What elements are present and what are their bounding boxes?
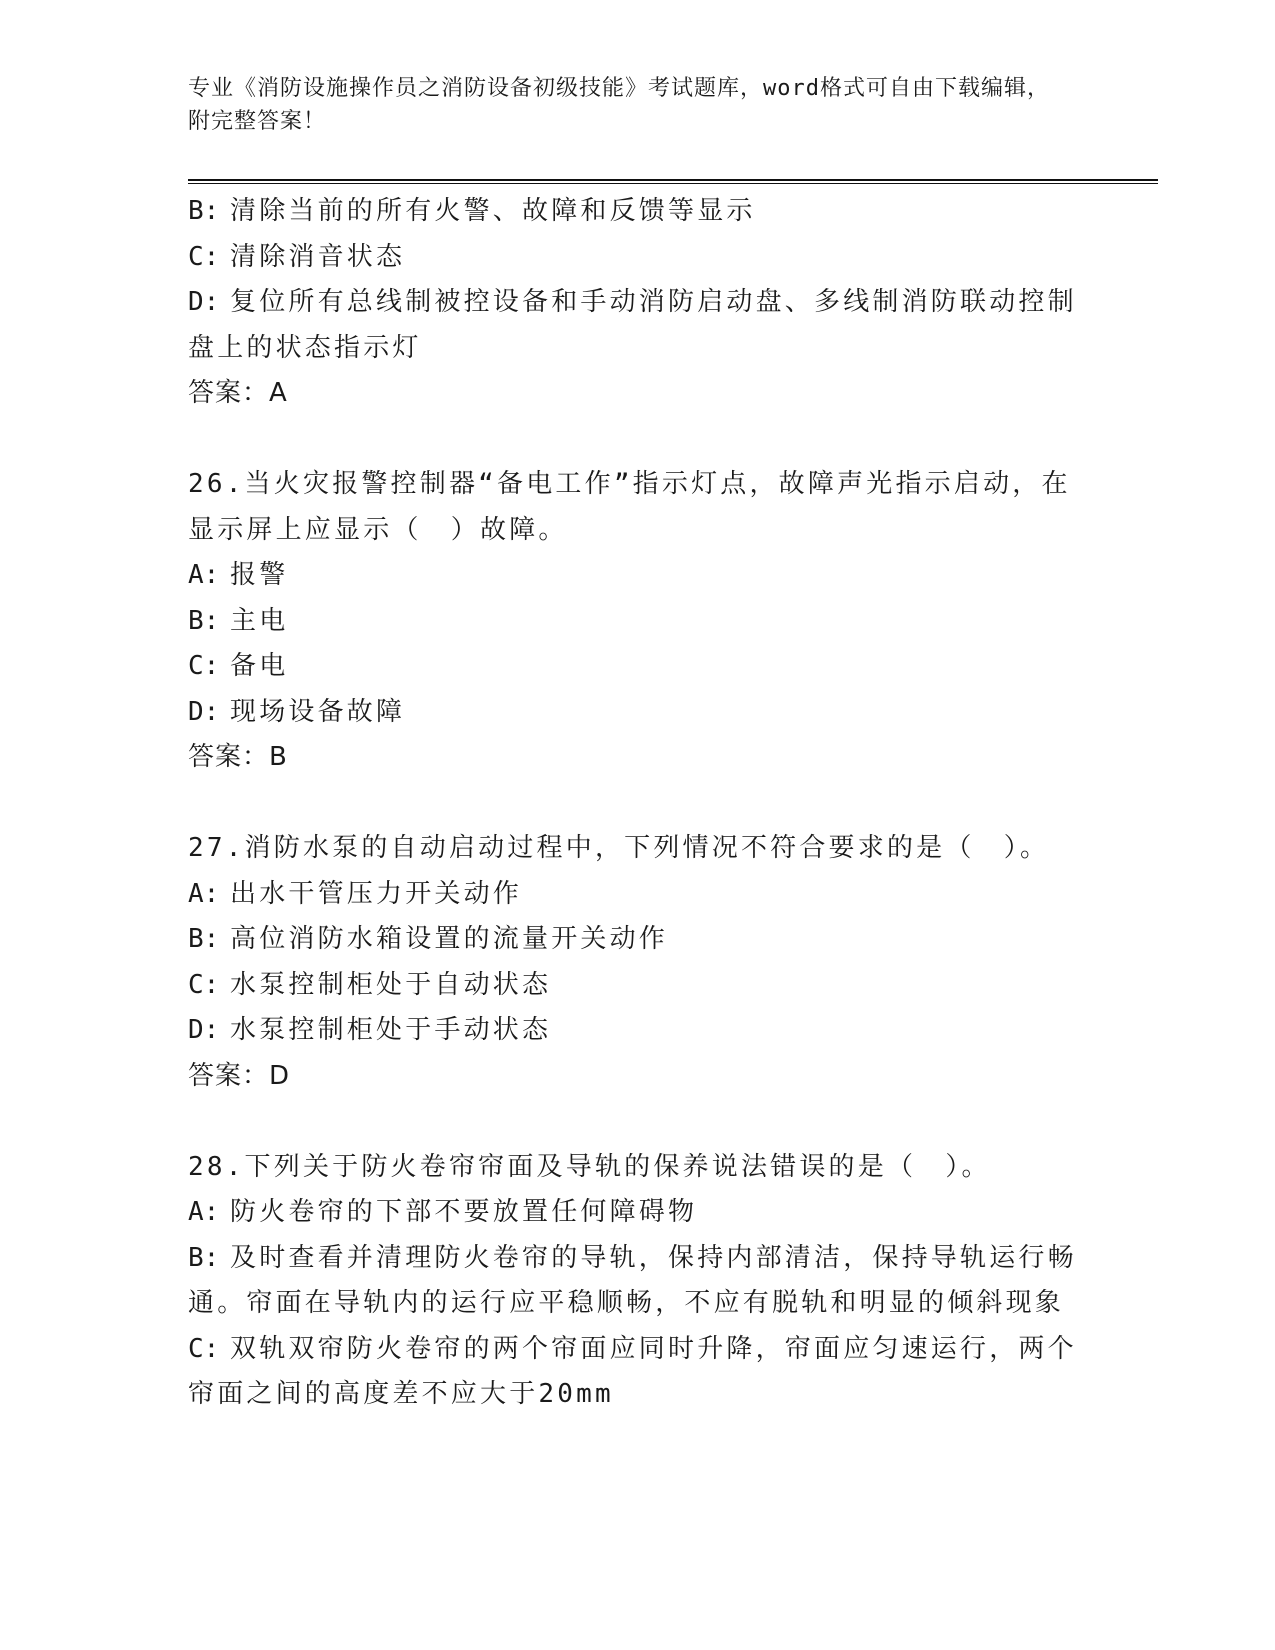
question-stem: 26.当火灾报警控制器“备电工作”指示灯点，故障声光指示启动，在显示屏上应显示（ ）故障。 <box>188 469 1071 545</box>
answer-line: 答案：B <box>188 742 288 772</box>
answer-line: 答案：A <box>188 378 288 408</box>
option-c: C: 备电 <box>188 651 289 681</box>
option-d: D: 复位所有总线制被控设备和手动消防启动盘、多线制消防联动控制盘上的状态指示灯 <box>188 287 1077 363</box>
answer-line: 答案：D <box>188 1060 291 1091</box>
partial-question <box>188 189 1088 417</box>
option-b: B: 及时查看并清理防火卷帘的导轨，保持内部清洁，保持导轨运行畅通。帘面在导轨内的运行应平稳顺畅，不应有脱轨和明显的倾斜现象 <box>188 1242 1077 1318</box>
option-d: D: 现场设备故障 <box>188 696 406 727</box>
question-stem: 28.下列关于防火卷帘帘面及导轨的保养说法错误的是（ ）。 <box>188 1151 991 1182</box>
option-b: B: 清除当前的所有火警、故障和反馈等显示 <box>188 196 756 226</box>
question-list <box>188 189 1088 1418</box>
header-text: 专业《消防设施操作员之消防设备初级技能》考试题库，word格式可自由下载编辑，附完整答案！ <box>188 76 1050 134</box>
option-b: B: 高位消防水箱设置的流量开关动作 <box>188 924 669 954</box>
option-c: C: 双轨双帘防火卷帘的两个帘面应同时升降，帘面应匀速运行，两个帘面之间的高度差不应大于20mm <box>188 1333 1077 1409</box>
question-28 <box>188 1145 1088 1418</box>
question-stem: 27.消防水泵的自动启动过程中，下列情况不符合要求的是（ ）。 <box>188 833 1050 863</box>
option-c: C: 清除消音状态 <box>188 241 406 272</box>
option-a: A: 报警 <box>188 560 289 590</box>
question-27 <box>188 826 1088 1099</box>
option-c: C: 水泵控制柜处于自动状态 <box>188 969 552 1000</box>
question-26 <box>188 462 1088 781</box>
page-header <box>188 72 1068 138</box>
document-page <box>188 0 1158 1650</box>
option-a: A: 出水干管压力开关动作 <box>188 878 523 909</box>
option-a: A: 防火卷帘的下部不要放置任何障碍物 <box>188 1197 698 1227</box>
option-b: B: 主电 <box>188 605 289 636</box>
header-divider <box>188 179 1158 184</box>
option-d: D: 水泵控制柜处于手动状态 <box>188 1015 552 1045</box>
